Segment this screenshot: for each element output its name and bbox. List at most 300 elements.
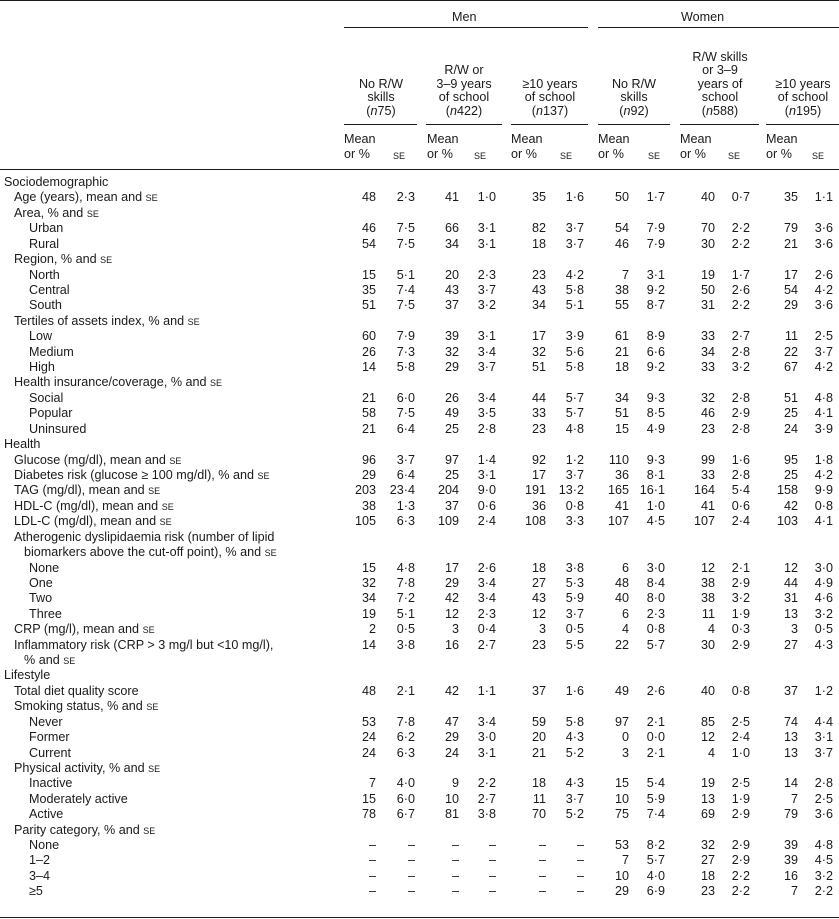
se-cell: 6·3	[396, 514, 415, 529]
se-cell: 4·2	[814, 360, 833, 375]
se-cell: 2·5	[731, 776, 750, 791]
se-cell: 6·4	[396, 467, 415, 482]
mean-cell: –	[538, 884, 546, 899]
row-label-text: High	[29, 360, 55, 375]
se-abbrev: se	[257, 467, 270, 482]
category-label-line: school	[701, 90, 739, 104]
category-label-line: of school	[438, 90, 490, 104]
mean-cell: 18	[614, 360, 629, 375]
mean-cell: 18	[531, 776, 546, 791]
mean-cell: 23	[531, 267, 546, 282]
mean-cell: 19	[361, 606, 376, 621]
category-header	[758, 78, 839, 119]
mean-cell: 51	[783, 390, 798, 405]
se-cell: 2·5	[814, 791, 833, 806]
se-cell: 8·5	[646, 406, 665, 421]
se-cell: 2·2	[731, 236, 750, 251]
category-label-line: of school	[777, 90, 829, 104]
category-rule-4	[598, 124, 670, 125]
n-value: 75	[377, 103, 392, 118]
se-cell: –	[488, 868, 496, 883]
se-cell: 3·8	[396, 637, 415, 652]
se-cell: –	[488, 838, 496, 853]
row-label-text: Lifestyle	[4, 668, 51, 683]
se-cell: 9·3	[646, 452, 665, 467]
mean-cell: 33	[700, 360, 715, 375]
row-label	[29, 329, 52, 344]
mean-cell: 19	[700, 267, 715, 282]
mean-header: Mean	[344, 132, 376, 146]
row-label	[29, 607, 62, 622]
row-label	[29, 838, 59, 853]
mean-cell: –	[451, 838, 459, 853]
se-abbrev: se	[100, 252, 113, 267]
se-cell: 2·1	[646, 745, 665, 760]
mean-cell: 17	[444, 560, 459, 575]
se-cell: 5·1	[565, 298, 584, 313]
se-cell: 8·9	[646, 329, 665, 344]
mean-cell: 54	[614, 221, 629, 236]
category-rule-3	[511, 124, 588, 125]
mean-cell: 15	[614, 421, 629, 436]
mean-cell: 34	[361, 591, 376, 606]
se-cell: 1·0	[477, 190, 496, 205]
se-cell: 4·1	[814, 406, 833, 421]
se-cell: 1·6	[565, 683, 584, 698]
se-cell: 5·2	[565, 745, 584, 760]
mean-cell: 92	[531, 452, 546, 467]
se-cell: 7·9	[396, 329, 415, 344]
mean-cell: 158	[776, 483, 798, 498]
category-label-line: or 3–9	[702, 63, 738, 77]
se-cell: 5·7	[646, 853, 665, 868]
row-label-text: Health	[4, 437, 41, 452]
mean-cell: 48	[361, 190, 376, 205]
row-label-text: biomarkers above the cut-off point), % and	[24, 545, 265, 560]
mean-cell: 23	[700, 421, 715, 436]
row-label	[29, 792, 128, 807]
se-cell: 4·8	[396, 560, 415, 575]
se-cell: 1·4	[477, 452, 496, 467]
row-label	[29, 591, 52, 606]
se-cell: 5·1	[396, 606, 415, 621]
se-header: se	[812, 148, 825, 162]
se-cell: 1·9	[731, 791, 750, 806]
mean-cell: 70	[531, 807, 546, 822]
row-label-text: Social	[29, 390, 64, 405]
category-label-line: skills	[620, 90, 648, 104]
category-label-line: 3–9 years	[436, 76, 492, 91]
se-cell: 2·3	[477, 606, 496, 621]
row-label-text: CRP (mg/l), mean and	[14, 622, 143, 637]
mean-cell: 96	[361, 452, 376, 467]
se-cell: 3·1	[477, 467, 496, 482]
se-cell: 5·8	[565, 282, 584, 297]
se-cell: 7·8	[396, 714, 415, 729]
mean-cell: 53	[361, 714, 376, 729]
mean-header: Mean	[766, 132, 798, 146]
mean-cell: 43	[531, 282, 546, 297]
mean-cell: 59	[531, 714, 546, 729]
n-symbol: n	[623, 103, 631, 118]
mean-cell: –	[538, 868, 546, 883]
se-cell: 4·9	[814, 575, 833, 590]
mean-cell: 70	[700, 221, 715, 236]
mean-cell: 31	[783, 591, 798, 606]
se-cell: 3·1	[814, 730, 833, 745]
category-label-line: R/W skills	[692, 49, 748, 64]
se-cell: 0·8	[814, 498, 833, 513]
se-cell: 2·9	[731, 406, 750, 421]
mean-cell: 11	[784, 329, 798, 344]
se-cell: 3·1	[477, 745, 496, 760]
mean-cell: 81	[444, 807, 459, 822]
se-cell: 3·7	[814, 344, 833, 359]
n-symbol: n	[788, 103, 796, 118]
mean-cell: 7	[368, 776, 376, 791]
category-label-line: R/W or	[444, 63, 484, 77]
mean-cell: 66	[444, 221, 459, 236]
se-cell: –	[576, 838, 584, 853]
se-cell: 1·0	[646, 498, 665, 513]
mean-cell: 34	[700, 344, 715, 359]
row-label	[29, 422, 86, 437]
mean-cell: 50	[614, 190, 629, 205]
section-label	[4, 175, 108, 190]
row-label	[14, 314, 200, 329]
se-cell: 3·2	[731, 360, 750, 375]
mean-cell: 61	[614, 329, 629, 344]
se-header: se	[648, 148, 661, 162]
mean-cell: 47	[444, 714, 459, 729]
header-bottom-rule	[0, 169, 839, 170]
se-cell: 5·1	[396, 267, 415, 282]
se-cell: 3·2	[731, 591, 750, 606]
mean-cell: 38	[700, 591, 715, 606]
row-label-text: Three	[29, 606, 62, 621]
se-cell: –	[407, 884, 415, 899]
se-cell: 2·4	[477, 514, 496, 529]
se-header: se	[393, 148, 406, 162]
mean-cell: 18	[700, 868, 715, 883]
se-cell: 9·2	[646, 360, 665, 375]
se-cell: 5·9	[565, 591, 584, 606]
mean-cell: 75	[614, 807, 629, 822]
se-cell: 23·4	[389, 483, 415, 498]
se-cell: 3·2	[814, 606, 833, 621]
se-cell: 13·2	[558, 483, 584, 498]
se-cell: 7·2	[396, 591, 415, 606]
mean-cell: 110	[608, 452, 629, 467]
se-cell: 8·7	[646, 298, 665, 313]
mean-cell: 7	[790, 791, 798, 806]
se-abbrev: se	[86, 205, 99, 220]
se-cell: 4·3	[565, 730, 584, 745]
row-label	[29, 360, 55, 375]
n-value: 137	[543, 103, 565, 118]
se-cell: 5·2	[565, 807, 584, 822]
se-cell: 6·4	[396, 421, 415, 436]
se-cell: 8·4	[646, 575, 665, 590]
mean-cell: 79	[783, 221, 798, 236]
se-cell: 2·8	[731, 421, 750, 436]
se-cell: 6·6	[646, 344, 665, 359]
mean-cell: 103	[776, 514, 798, 529]
mean-cell: 18	[531, 236, 546, 251]
se-cell: 2·8	[477, 421, 496, 436]
mean-cell: 6	[621, 560, 629, 575]
se-cell: 3·4	[477, 390, 496, 405]
se-cell: 4·2	[565, 267, 584, 282]
se-cell: 5·7	[646, 637, 665, 652]
mean-cell: 26	[361, 344, 376, 359]
mean-cell: 24	[361, 745, 376, 760]
se-cell: 8·2	[646, 838, 665, 853]
mean-cell: 29	[444, 360, 459, 375]
se-cell: 7·5	[396, 236, 415, 251]
group-header-men: Men	[452, 10, 477, 24]
women-group-rule	[598, 27, 839, 28]
se-cell: 2·8	[814, 776, 833, 791]
se-cell: 7·9	[646, 221, 665, 236]
se-cell: 2·4	[731, 730, 750, 745]
section-label	[4, 668, 50, 683]
se-cell: 2·9	[731, 575, 750, 590]
mean-cell: –	[451, 868, 459, 883]
row-label	[14, 206, 99, 221]
mean-cell: 15	[614, 776, 629, 791]
mean-cell: –	[368, 884, 376, 899]
section-label	[4, 437, 40, 452]
se-cell: 7·4	[646, 807, 665, 822]
row-label-text: Diabetes risk (glucose ≥ 100 mg/dl), % and	[14, 467, 258, 482]
mean-cell: 10	[614, 868, 629, 883]
mean-cell: 21	[614, 344, 629, 359]
row-label-text: Current	[29, 745, 71, 760]
se-cell: 3·6	[814, 298, 833, 313]
mean-header: Mean	[511, 132, 543, 146]
se-abbrev: se	[161, 498, 174, 513]
mean-cell: 107	[607, 514, 629, 529]
mean-cell: 3	[451, 622, 459, 637]
mean-cell: 16	[783, 868, 798, 883]
mean-cell: 3	[790, 622, 798, 637]
mean-cell: 6	[621, 606, 629, 621]
se-cell: –	[407, 838, 415, 853]
se-cell: 3·1	[477, 236, 496, 251]
se-abbrev: se	[148, 483, 161, 498]
mean-cell: 43	[531, 591, 546, 606]
se-cell: 7·5	[396, 298, 415, 313]
se-cell: 5·8	[565, 714, 584, 729]
mean-cell: 164	[693, 483, 715, 498]
mean-cell: 37	[531, 683, 546, 698]
mean-header: or %	[598, 147, 624, 161]
mean-cell: 20	[444, 267, 459, 282]
row-label-text: Medium	[29, 344, 74, 359]
se-cell: 3·8	[565, 560, 584, 575]
mean-cell: 29	[783, 298, 798, 313]
row-label-text: North	[29, 267, 60, 282]
se-cell: 1·6	[565, 190, 584, 205]
mean-cell: 39	[783, 838, 798, 853]
se-cell: 5·7	[565, 406, 584, 421]
mean-cell: 35	[783, 190, 798, 205]
mean-cell: 15	[361, 560, 376, 575]
category-n: (n92)	[619, 103, 649, 118]
mean-cell: 2	[368, 622, 376, 637]
se-cell: 3·7	[396, 452, 415, 467]
mean-cell: 55	[614, 298, 629, 313]
se-cell: 6·9	[646, 884, 665, 899]
mean-cell: 74	[783, 714, 798, 729]
se-cell: 5·5	[565, 637, 584, 652]
mean-cell: 13	[783, 745, 798, 760]
category-label-line: of school	[524, 90, 576, 104]
se-cell: 2·3	[477, 267, 496, 282]
se-cell: 3·6	[814, 221, 833, 236]
row-label	[24, 653, 75, 668]
se-cell: 4·8	[814, 838, 833, 853]
mean-cell: 12	[783, 560, 798, 575]
row-label-text: Health insurance/coverage, % and	[14, 375, 211, 390]
mean-cell: 4	[621, 622, 629, 637]
mean-header: or %	[427, 147, 453, 161]
se-header: se	[728, 148, 741, 162]
row-label	[29, 268, 60, 283]
se-cell: 0·5	[814, 622, 833, 637]
row-label-text: HDL-C (mg/dl), mean and	[14, 498, 162, 513]
row-label	[24, 545, 277, 560]
se-cell: 4·2	[814, 282, 833, 297]
se-cell: 5·4	[731, 483, 750, 498]
se-cell: 9·0	[477, 483, 496, 498]
row-label	[14, 468, 270, 483]
se-cell: 2·2	[477, 776, 496, 791]
row-label	[29, 715, 63, 730]
se-cell: 6·2	[396, 730, 415, 745]
se-abbrev: se	[159, 514, 172, 529]
row-label-text: Area, % and	[14, 205, 87, 220]
mean-cell: 95	[783, 452, 798, 467]
se-cell: 1·2	[565, 452, 584, 467]
se-cell: 5·8	[396, 360, 415, 375]
se-abbrev: se	[63, 653, 76, 668]
mean-cell: 17	[783, 267, 798, 282]
se-cell: 7·5	[396, 406, 415, 421]
se-cell: 3·9	[814, 421, 833, 436]
mean-cell: 23	[531, 637, 546, 652]
se-cell: 7·3	[396, 344, 415, 359]
se-cell: 3·4	[477, 714, 496, 729]
row-label	[29, 730, 70, 745]
se-abbrev: se	[264, 545, 277, 560]
mean-cell: 29	[614, 884, 629, 899]
category-n: (n137)	[531, 103, 569, 118]
se-cell: 8·0	[646, 591, 665, 606]
category-label-line: No R/W	[358, 76, 404, 91]
row-label-text: Moderately active	[29, 791, 128, 806]
row-label	[14, 699, 158, 714]
se-cell: 0·7	[731, 190, 750, 205]
mean-cell: 4	[707, 622, 715, 637]
mean-cell: 12	[700, 560, 715, 575]
mean-cell: 9	[451, 776, 459, 791]
se-cell: 3·7	[477, 360, 496, 375]
mean-cell: 40	[700, 190, 715, 205]
se-abbrev: se	[143, 822, 156, 837]
mean-cell: 25	[783, 467, 798, 482]
mean-cell: 34	[614, 390, 629, 405]
row-label	[29, 221, 63, 236]
mean-cell: 99	[700, 452, 715, 467]
row-label	[29, 283, 70, 298]
mean-cell: 13	[783, 730, 798, 745]
mean-cell: –	[451, 884, 459, 899]
row-label	[29, 853, 50, 868]
se-cell: 4·2	[814, 467, 833, 482]
se-cell: 1·2	[814, 683, 833, 698]
mean-cell: 37	[783, 683, 798, 698]
se-cell: 5·3	[565, 575, 584, 590]
mean-cell: 82	[531, 221, 546, 236]
se-cell: 0·8	[646, 622, 665, 637]
mean-cell: 53	[614, 838, 629, 853]
mean-cell: 42	[444, 591, 459, 606]
category-n: (n422)	[445, 103, 483, 118]
mean-header: or %	[680, 147, 706, 161]
mean-cell: 40	[614, 591, 629, 606]
n-value: 588	[713, 103, 735, 118]
mean-cell: 29	[444, 730, 459, 745]
se-cell: 0·5	[396, 622, 415, 637]
mean-cell: –	[538, 853, 546, 868]
mean-cell: 21	[361, 390, 376, 405]
row-label-text: None	[29, 560, 60, 575]
mean-cell: 37	[444, 298, 459, 313]
mean-cell: 43	[444, 282, 459, 297]
se-cell: 3·7	[565, 606, 584, 621]
se-cell: 2·5	[814, 329, 833, 344]
se-cell: 2·6	[731, 282, 750, 297]
row-label	[29, 561, 59, 576]
row-label-text: Inflammatory risk (CRP > 3 mg/l but <10 mg/l),	[14, 637, 274, 652]
row-label-text: LDL-C (mg/dl), mean and	[14, 514, 160, 529]
se-cell: 9·3	[646, 390, 665, 405]
mean-cell: 60	[361, 329, 376, 344]
se-cell: 2·2	[731, 868, 750, 883]
mean-cell: 27	[700, 853, 715, 868]
mean-cell: 44	[783, 575, 798, 590]
se-abbrev: se	[169, 452, 182, 467]
mean-header: or %	[511, 147, 537, 161]
row-label-text: Two	[29, 591, 53, 606]
n-value: 195	[796, 103, 818, 118]
top-rule	[0, 0, 839, 1]
mean-cell: 32	[700, 838, 715, 853]
mean-cell: 69	[700, 807, 715, 822]
row-label	[14, 483, 160, 498]
row-label-text: ≥5	[29, 884, 43, 899]
mean-cell: 31	[700, 298, 715, 313]
mean-cell: 203	[354, 483, 376, 498]
se-cell: –	[576, 868, 584, 883]
row-label-text: Rural	[29, 236, 60, 251]
row-label-text: None	[29, 838, 60, 853]
se-cell: 3·6	[814, 236, 833, 251]
mean-header: Mean	[680, 132, 712, 146]
mean-cell: 17	[531, 329, 546, 344]
